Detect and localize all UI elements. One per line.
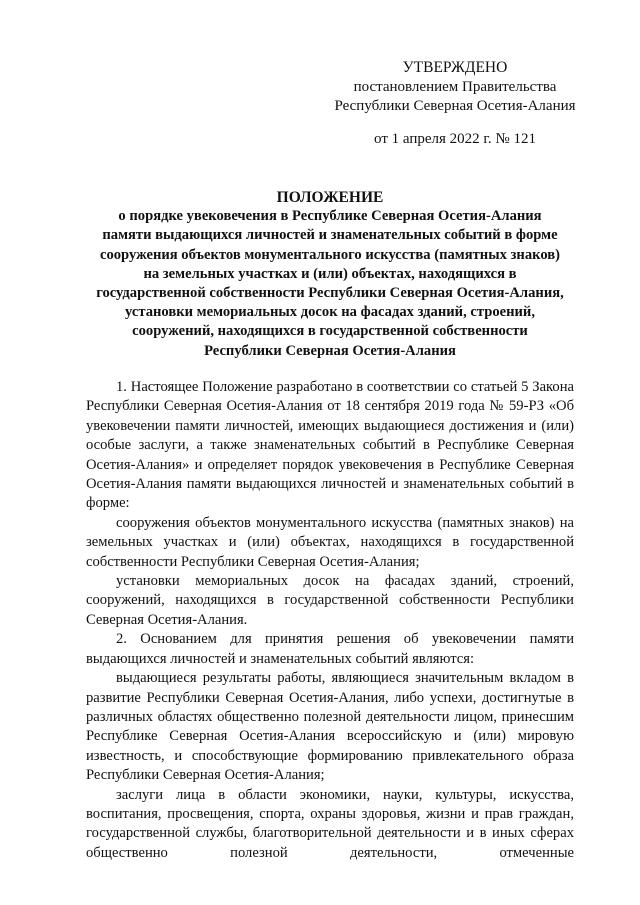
- heading-line: на земельных участках и (или) объектах, находящихся в: [143, 265, 517, 282]
- paragraph: 2. Основанием для принятия решения об увековечении памяти выдающихся личностей и знаменательных событий являются:: [86, 631, 574, 667]
- paragraph: сооружения объектов монументального искусства (памятных знаков) на земельных участках и (или) объектах, находящихся в государственной собственности Республики Северная Осетия-Алания;: [86, 514, 574, 570]
- approval-date: от 1 апреля 2022 г. № 121: [374, 131, 536, 147]
- paragraph: заслуги лица в области экономики, науки, культуры, искусства, воспитания, просвещения, спорта, охраны здоровья, жизни и прав граждан, государственной службы, благотворительной деятельности и в иных сферах общественно полезной деятельности, отмеченные: [86, 786, 574, 861]
- heading-line: о порядке увековечения в Республике Северная Осетия-Алания: [118, 208, 542, 225]
- heading-line: установки мемориальных досок на фасадах зданий, строений,: [125, 304, 535, 321]
- heading-line: сооружения объектов монументального искусства (памятных знаков): [99, 246, 561, 263]
- approval-line-2: Республики Северная Осетия-Алания: [334, 98, 576, 114]
- paragraph: установки мемориальных досок на фасадах зданий, строений, сооружений, находящихся в государственной собственности Республики Северная Осетия-Алания.: [86, 573, 574, 628]
- heading-line: сооружений, находящихся в государственной собственности: [132, 323, 528, 340]
- heading-line: государственной собственности Республики Северная Осетия-Алания,: [96, 285, 564, 302]
- approval-title: УТВЕРЖДЕНО: [402, 59, 508, 76]
- approval-line-1: постановлением Правительства: [353, 79, 557, 95]
- document-heading: [75, 188, 585, 361]
- paragraph: выдающиеся результаты работы, являющиеся значительным вкладом в развитие Республики Северная Осетия-Алания, либо успехи, достигнутые в различных областях общественно полезной деятельности лицом, принесшим Республике Северная Осетия-Алания всероссийскую и (или) мировую известность, и способствующие формированию привлекательного образа Республики Северная Осетия-Алания;: [86, 670, 574, 784]
- document-title: ПОЛОЖЕНИЕ: [276, 189, 384, 206]
- heading-line: памяти выдающихся личностей и знаменательных событий в форме: [102, 227, 558, 244]
- paragraph: 1. Настоящее Положение разработано в соответствии со статьей 5 Закона Республики Северная Осетия-Алания от 18 сентября 2019 года № 59-РЗ «Об увековечении памяти личностей, имеющих выдающиеся достижения и (или) особые заслуги, а также знаменательных событий в Республике Северная Осетия-Алания» и определяет порядок увековечения в Республике Северная Осетия-Алания памяти выдающихся личностей и знаменательных событий в форме:: [86, 379, 574, 512]
- document-body: [86, 378, 574, 863]
- heading-line: Республики Северная Осетия-Алания: [204, 342, 456, 359]
